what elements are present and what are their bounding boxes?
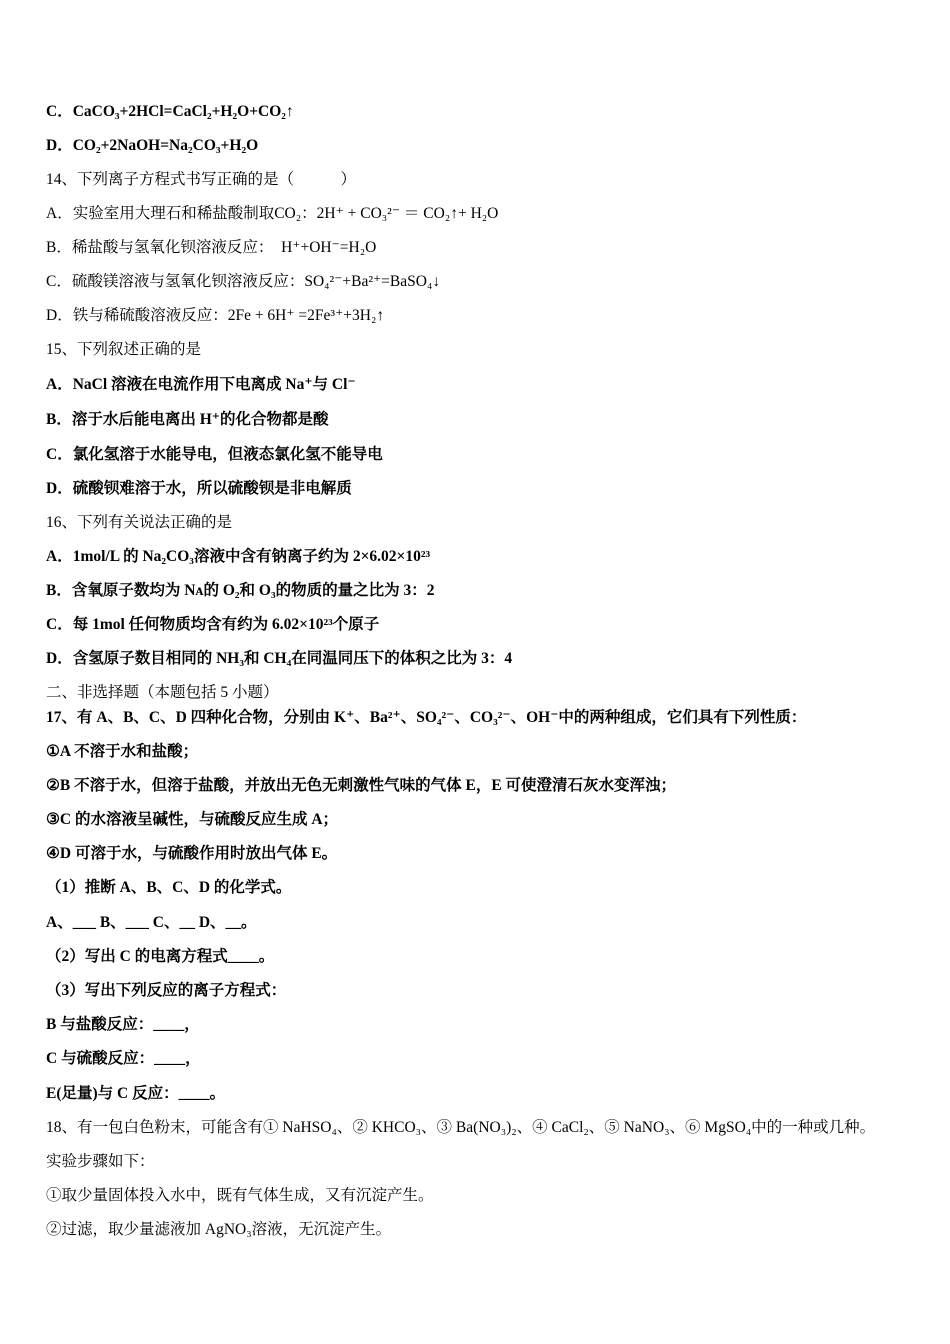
q18-step-2: ②过滤，取少量滤液加 AgNO₃溶液，无沉淀产生。 xyxy=(46,1221,392,1238)
q16-option-a: A．1mol/L 的 Na₂CO₃溶液中含有钠离子约为 2×6.02×10²³ xyxy=(46,548,431,565)
q15-option-c: C．氯化氢溶于水能导电，但液态氯化氢不能导电 xyxy=(46,446,383,463)
q15-option-a: A．NaCl 溶液在电流作用下电离成 Na⁺与 Cl⁻ xyxy=(46,376,356,393)
q16-option-c: C．每 1mol 任何物质均含有约为 6.02×10²³个原子 xyxy=(46,616,380,633)
q15-stem: 15、下列叙述正确的是 xyxy=(46,341,202,358)
q17-property-4: ④D 可溶于水，与硫酸作用时放出气体 E。 xyxy=(46,845,338,862)
q18-steps-heading: 实验步骤如下： xyxy=(46,1153,155,1170)
q17-stem: 17、有 A、B、C、D 四种化合物，分别由 K⁺、Ba²⁺、SO₄²⁻、CO₃²⁻、OH⁻中的两种组成，它们具有下列性质： xyxy=(46,709,807,726)
q17-part-3-e: E(足量)与 C 反应：____。 xyxy=(46,1085,226,1102)
q13-option-c: C．CaCO₃+2HCl=CaCl₂+H₂O+CO₂↑ xyxy=(46,103,294,120)
q18-stem: 18、有一包白色粉末，可能含有① NaHSO₄、② KHCO₃、③ Ba(NO₃)₂、④ CaCl₂、⑤ NaNO₃、⑥ MgSO₄中的一种或几种。 xyxy=(46,1119,876,1136)
q14-stem: 14、下列离子方程式书写正确的是（ ） xyxy=(46,171,357,188)
q16-option-d: D．含氢原子数目相同的 NH₃和 CH₄在同温同压下的体积之比为 3：4 xyxy=(46,650,513,667)
q17-part-3-b: B 与盐酸反应：____， xyxy=(46,1016,200,1033)
q17-property-2: ②B 不溶于水，但溶于盐酸，并放出无色无刺激性气味的气体 E，E 可使澄清石灰水变浑浊； xyxy=(46,777,677,794)
q14-option-c: C．硫酸镁溶液与氢氧化钡溶液反应：SO₄²⁻+Ba²⁺=BaSO₄↓ xyxy=(46,273,441,290)
q17-part-1: （1）推断 A、B、C、D 的化学式。 xyxy=(46,879,292,896)
q17-property-1: ①A 不溶于水和盐酸； xyxy=(46,743,199,760)
q18-step-1: ①取少量固体投入水中，既有气体生成，又有沉淀产生。 xyxy=(46,1187,434,1204)
q17-part-3: （3）写出下列反应的离子方程式： xyxy=(46,982,287,999)
q13-option-d: D．CO₂+2NaOH=Na₂CO₃+H₂O xyxy=(46,137,259,154)
q16-option-b: B．含氧原子数均为 Nᴀ的 O₂和 O₃的物质的量之比为 3：2 xyxy=(46,582,435,599)
q14-option-b: B．稀盐酸与氢氧化钡溶液反应： H⁺+OH⁻=H₂O xyxy=(46,239,377,256)
section-two-heading: 二、非选择题（本题包括 5 小题） xyxy=(46,684,279,701)
q16-stem: 16、下列有关说法正确的是 xyxy=(46,514,233,531)
q15-option-d: D．硫酸钡难溶于水，所以硫酸钡是非电解质 xyxy=(46,480,352,497)
q14-option-d: D．铁与稀硫酸溶液反应：2Fe + 6H⁺ =2Fe³⁺+3H₂↑ xyxy=(46,307,385,324)
q17-part-1-blanks: A、___ B、___ C、__ D、__。 xyxy=(46,914,257,931)
q17-part-2: （2）写出 C 的电离方程式____。 xyxy=(46,948,275,965)
q17-property-3: ③C 的水溶液呈碱性，与硫酸反应生成 A； xyxy=(46,811,339,828)
q14-option-a: A．实验室用大理石和稀盐酸制取CO₂：2H⁺ + CO₃²⁻ ＝ CO₂↑+ H₂O xyxy=(46,205,499,222)
q15-option-b: B．溶于水后能电离出 H⁺的化合物都是酸 xyxy=(46,411,329,428)
q17-part-3-c: C 与硫酸反应：____， xyxy=(46,1050,201,1067)
